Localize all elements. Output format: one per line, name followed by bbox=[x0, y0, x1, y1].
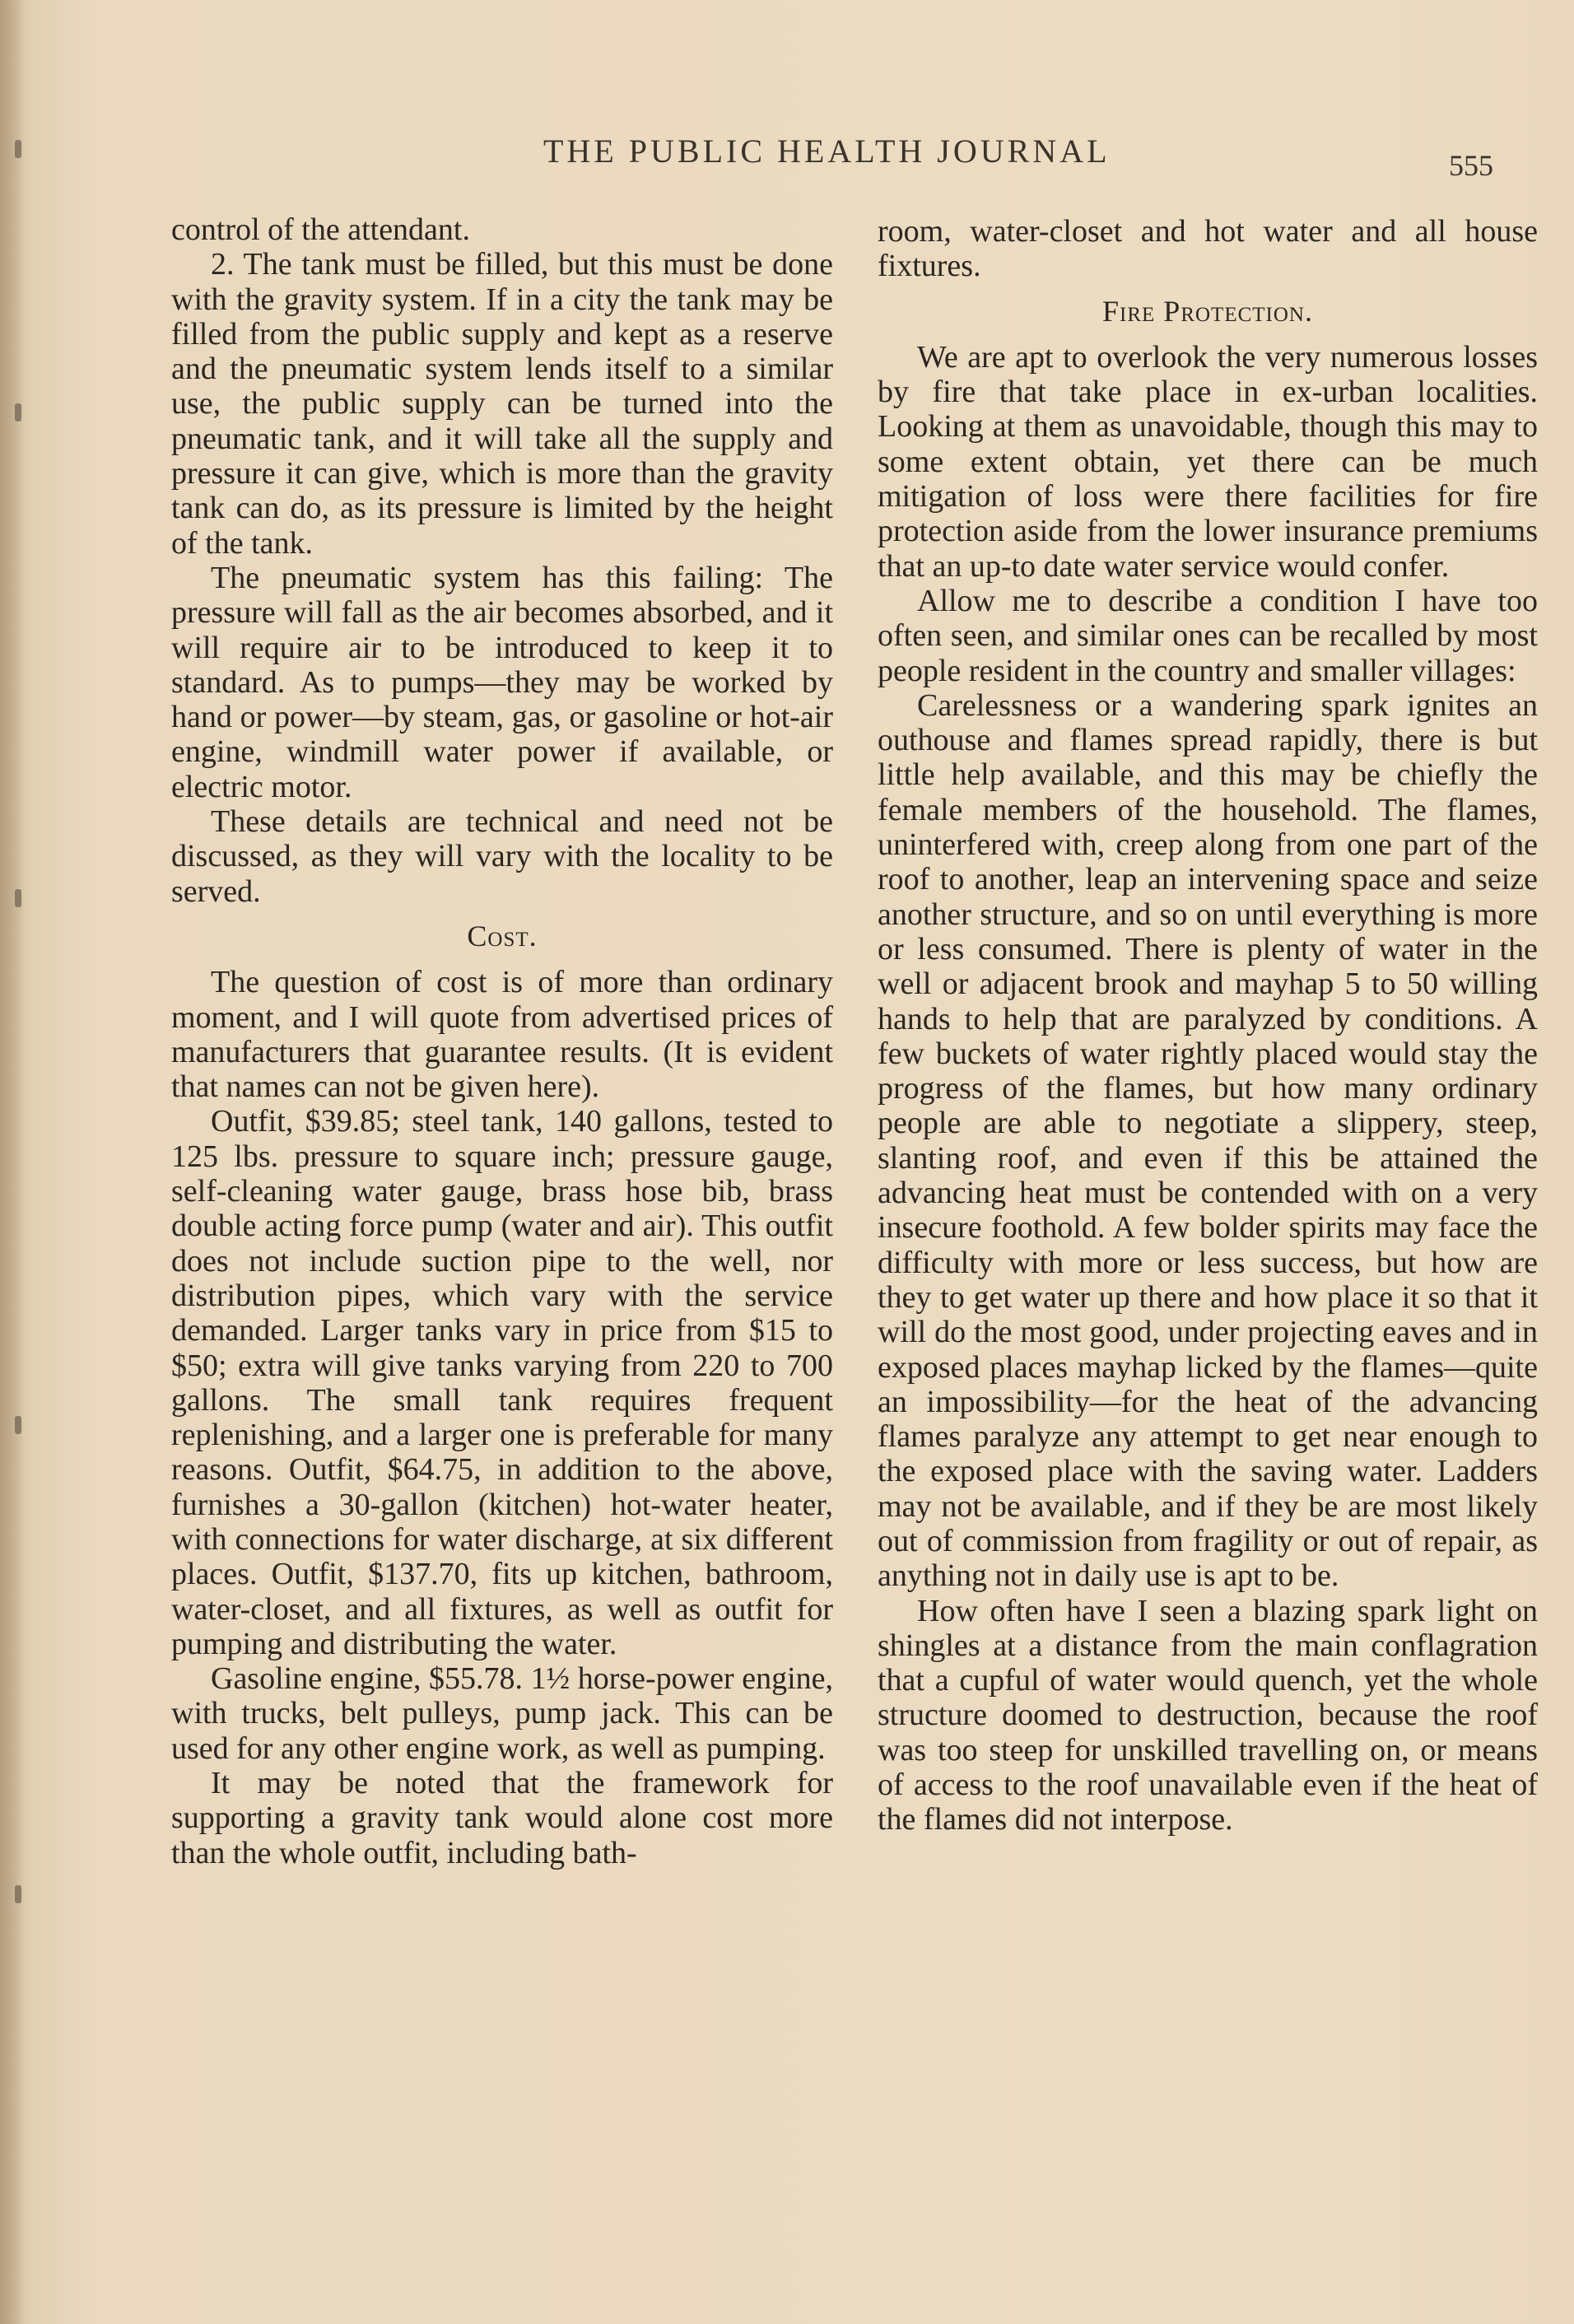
paragraph: Gasoline engine, $55.78. 1½ horse-power engine, with trucks, belt pulleys, pump jack. This can be used for any other engine work, as well as pumping. bbox=[171, 1661, 833, 1766]
running-head: THE PUBLIC HEALTH JOURNAL bbox=[543, 133, 1111, 170]
paragraph: Outfit, $39.85; steel tank, 140 gallons, tested to 125 lbs. pressure to square inch; pressure gauge, self-cleaning water gauge, brass hose bib, brass double acting force pump (water and air). This outfit does not include suction pipe to the well, nor distribution pipes, which vary with the service demanded. Larger tanks vary in price from $15 to $50; extra will give tanks varying from 220 to 700 gallons. The small tank requires frequent replenishing, and a larger one is preferable for many reasons. Outfit, $64.75, in addition to the above, furnishes a 30-gallon (kitchen) hot-water heater, with connections for water discharge, at six different places. Outfit, $137.70, fits up kitchen, bathroom, water-closet, and all fixtures, as well as outfit for pumping and distributing the water. bbox=[171, 1104, 833, 1661]
paragraph: These details are technical and need not be discussed, as they will vary with the locality to be served. bbox=[171, 804, 833, 909]
paragraph: Carelessness or a wandering spark ignites an outhouse and flames spread rapidly, there is but little help available, and this may be chiefly the female members of the household. The flames, uninterfered with, creep along from one part of the roof to another, leap an intervening space and seize another structure, and so on until everything is more or less consumed. There is plenty of water in the well or adjacent brook and mayhap 5 to 50 willing hands to help that are paralyzed by conditions. A few buckets of water rightly placed would stay the progress of the flames, but how many ordinary people are able to negotiate a slippery, steep, slanting roof, and even if this be attained the advancing heat must be contended with on a very insecure foothold. A few bolder spirits may face the difficulty with more or less success, but how are they to get water up there and how place it so that it will do the most good, under projecting eaves and in exposed places mayhap licked by the flames—quite an impossibility—for the heat of the advancing flames paralyze any attempt to get near enough to the exposed place with the saving water. Ladders may not be available, and if they be are most likely out of commission from fragility or out of repair, as anything not in daily use is apt to be. bbox=[878, 687, 1538, 1594]
paragraph: Allow me to describe a condition I have too often seen, and similar ones can be recalled by most people resident in the country and smaller villages: bbox=[878, 583, 1538, 688]
paragraph: We are apt to overlook the very numerous losses by fire that take place in ex-urban localities. Looking at them as unavoidable, though this may to some extent obtain, yet there can be much mitigation of loss were there facilities for fire protection aside from the lower insurance premiums that an up-to date water service would confer. bbox=[878, 339, 1538, 584]
section-heading-fire-protection: Fire Protection. bbox=[1102, 294, 1313, 328]
margin-mark bbox=[15, 140, 21, 158]
section-heading-cost: Cost. bbox=[467, 919, 538, 952]
margin-mark bbox=[15, 1885, 21, 1903]
left-column bbox=[171, 212, 833, 1870]
paragraph: The question of cost is of more than ordinary moment, and I will quote from advertised prices of manufacturers that guarantee results. (It is evident that names can not be given here). bbox=[171, 965, 833, 1105]
paragraph: 2. The tank must be filled, but this must be done with the gravity system. If in a city the tank may be filled from the public supply and kept as a reserve and the pneumatic system lends itself to a similar use, the public supply can be turned into the pneumatic tank, and it will take all the supply and pressure it can give, which is more than the gravity tank can do, as its pressure is limited by the height of the tank. bbox=[171, 247, 833, 561]
margin-mark bbox=[15, 1416, 21, 1434]
paragraph: It may be noted that the framework for supporting a gravity tank would alone cost more than the whole outfit, including bath- bbox=[171, 1766, 833, 1870]
paragraph: control of the attendant. bbox=[171, 212, 470, 247]
paragraph: How often have I seen a blazing spark light on shingles at a distance from the main conflagration that a cupful of water would quench, yet the whole structure doomed to destruction, because the roof was too steep for unskilled travelling on, or means of access to the roof unavailable even if the heat of the flames did not interpose. bbox=[878, 1593, 1538, 1837]
paragraph: room, water-closet and hot water and all house fixtures. bbox=[878, 214, 1538, 284]
right-column bbox=[878, 214, 1538, 1837]
paragraph: The pneumatic system has this failing: The pressure will fall as the air becomes absorbed, and it will require air to be introduced to keep it to standard. As to pumps—they may be worked by hand or power—by steam, gas, or gasoline or hot-air engine, windmill water power if available, or electric motor. bbox=[171, 560, 833, 804]
margin-mark bbox=[15, 889, 21, 907]
page-number: 555 bbox=[1449, 149, 1493, 182]
margin-mark bbox=[15, 403, 21, 421]
binding-shadow bbox=[0, 0, 25, 2324]
